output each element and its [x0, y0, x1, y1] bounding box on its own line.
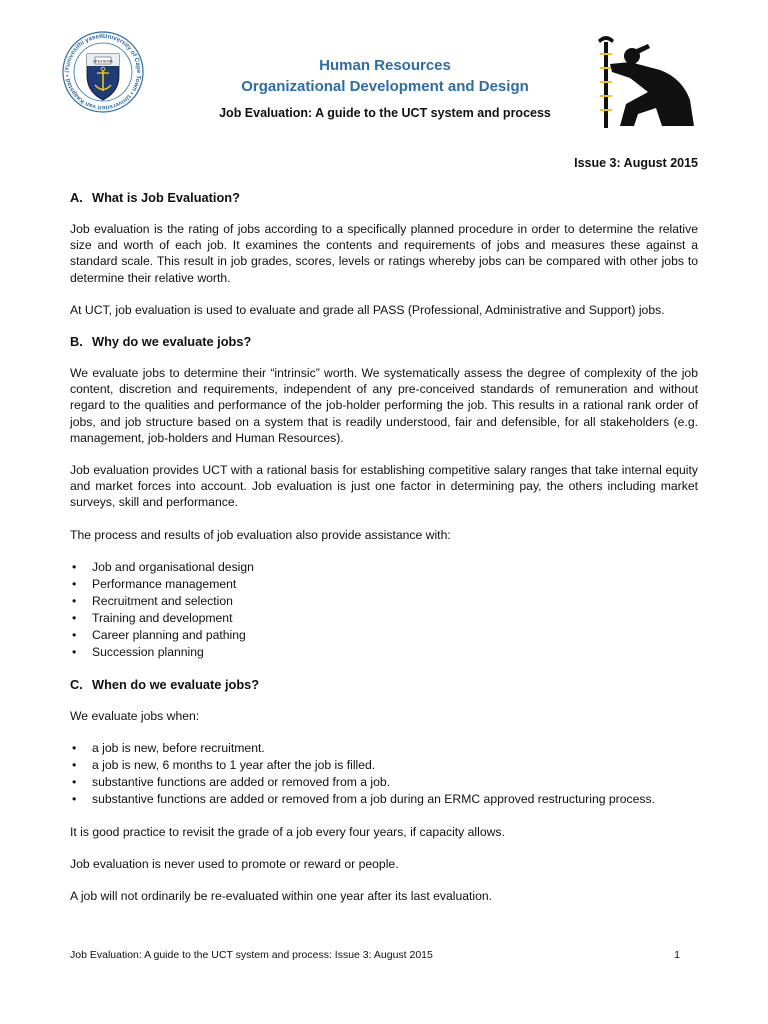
header-unit: Organizational Development and Design: [241, 78, 529, 95]
list-item: • Performance management: [70, 576, 698, 593]
bullet-list: [70, 740, 698, 808]
document-title: Job Evaluation: A guide to the UCT system and process: [219, 106, 551, 120]
page-number: 1: [674, 949, 680, 961]
list-item: • a job is new, 6 months to 1 year after the job is filled.: [70, 757, 698, 774]
section-heading-a: A. What is Job Evaluation?: [70, 190, 240, 205]
list-item: • a job is new, before recruitment.: [70, 740, 698, 757]
paragraph: At UCT, job evaluation is used to evaluate and grade all PASS (Professional, Administrative and Support) jobs.: [70, 302, 665, 317]
issue-label: Issue 3: August 2015: [574, 156, 698, 170]
paragraph: A job will not ordinarily be re-evaluated within one year after its last evaluation.: [70, 889, 493, 904]
uct-crest-icon: [60, 28, 146, 134]
list-item: • Training and development: [70, 610, 698, 627]
section-heading-c: C. When do we evaluate jobs?: [70, 676, 260, 692]
paragraph: We evaluate jobs to determine their “intrinsic” worth. We systematically assess the degree of complexity of the job content, discretion and requirements, independent of any pre-conceived standards of remuneration and without regard to the qualities and performance of the job-holder performing the job. This results in a rational rank order of jobs, and job structure based on a system that is readily understood, fair and defensible, for all stakeholders (e.g. management, job-holders and Human Resources).: [70, 366, 698, 445]
bullet-list: [70, 559, 698, 661]
list-item: • Career planning and pathing: [70, 627, 698, 644]
paragraph: We evaluate jobs when:: [70, 708, 200, 723]
seal-motto: SPES BONA: [93, 59, 113, 64]
header-department: Human Resources: [319, 57, 451, 74]
paragraph: It is good practice to revisit the grade of a job every four years, if capacity allows.: [70, 825, 505, 840]
paragraph: The process and results of job evaluation also provide assistance with:: [70, 527, 451, 542]
list-item: • substantive functions are added or removed from a job during an ERMC approved restructuring process.: [70, 791, 698, 808]
worker-lever-icon: [590, 34, 698, 130]
section-heading-b: B. Why do we evaluate jobs?: [70, 334, 252, 350]
list-item: • Succession planning: [70, 644, 698, 661]
footer-text: Job Evaluation: A guide to the UCT system and process: Issue 3: August 2015: [70, 949, 433, 961]
paragraph: Job evaluation is the rating of jobs according to a specifically planned procedure in order to determine the relative size and worth of each job. It examines the contents and requirements of jobs and measures these against a standard scale. This result in job grades, scores, levels or ratings whereby jobs can be compared with other jobs to determine their relative worth.: [70, 222, 698, 285]
seal-text: University of Cape Town • Universiteit van Kaapstad • iYunivesithi yaseK: [63, 32, 142, 112]
paragraph: Job evaluation is never used to promote or reward or people.: [70, 857, 399, 872]
list-item: • Recruitment and selection: [70, 593, 698, 610]
list-item: • substantive functions are added or removed from a job.: [70, 774, 698, 791]
document-body: [70, 190, 698, 921]
list-item: • Job and organisational design: [70, 559, 698, 576]
paragraph: Job evaluation provides UCT with a rational basis for establishing competitive salary ranges that take internal equity and market forces into account. Job evaluation is just one factor in determining pay, the others including market surveys, skill and performance.: [70, 463, 698, 510]
